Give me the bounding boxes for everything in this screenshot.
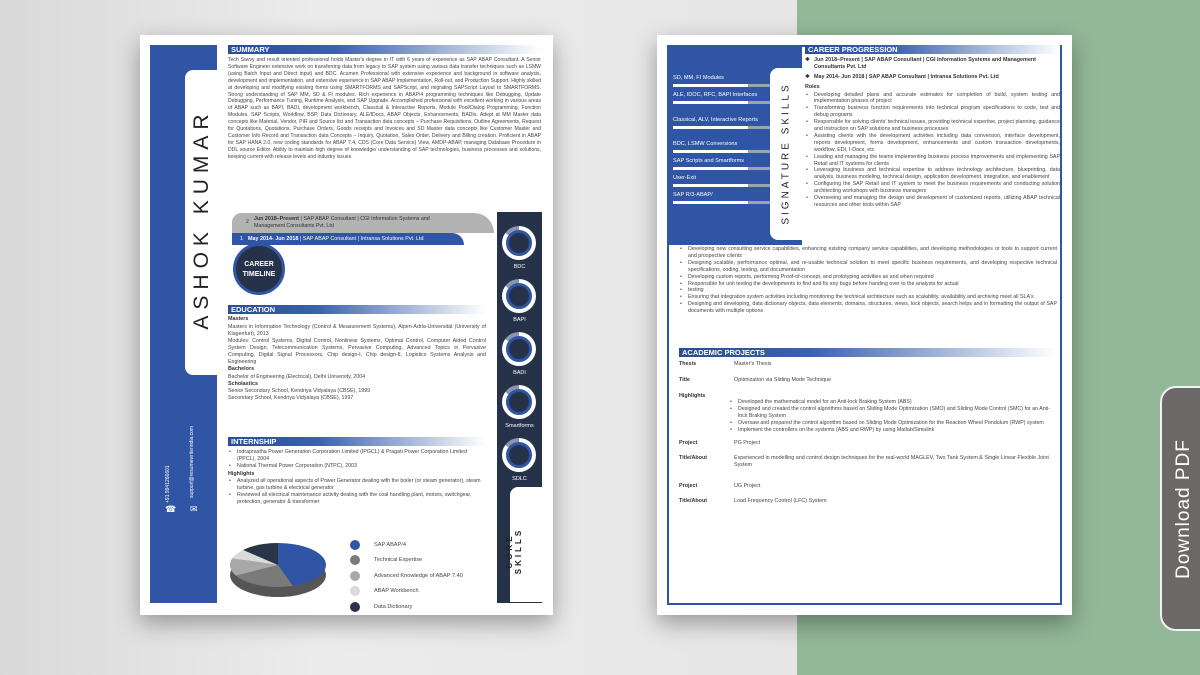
list-item: • Developing detailed plans and accurate estimates for completion of build, system testing and implementation phases of project	[805, 92, 1060, 106]
internship-item: • Indraprastha Power Generation Corporation Limited (IPGCL) & Pragati Power Corporation Limited (PPCL), 2004	[228, 449, 486, 463]
modules-text: Modules: Control Systems, Digital Control, Nonlinear Systems, Optimal Control, Computer Aided Control System Design, Telecommunication Systems, Pervasive Computing, Advanced Topics in Pervasive Computing, Digital Signal Processors, Chip design-I, Chip design-II, Logistics Systems Analysis and Engineering	[228, 337, 486, 365]
masters-text: Masters in Information Technology (Control & Measurement Systems), Alpen-Adria-Universität (University of Klagenfurt), 2013	[228, 323, 486, 337]
skill-ring	[502, 226, 536, 260]
career-heading: CAREER PROGRESSION	[805, 45, 1060, 54]
signature-skill: ALE, IDOC, RFC, BAPI Interfaces	[673, 92, 773, 104]
skill-ring-label: BADI	[513, 370, 526, 376]
skill-ring	[502, 385, 536, 419]
signature-skill: Classical, ALV, Interactive Reports	[673, 117, 773, 129]
list-item: • Oversaw and prepared the control algorithm based on Sliding Mode Optimization for the Reaction Wheel Pendulum (RWP) system	[729, 420, 1057, 427]
skill-ring-label: BDC	[513, 264, 526, 270]
legend-item: ABAP Workbench	[350, 584, 490, 600]
list-item: • Ensuring that integration system activities including monitoring the technical architecture such as scalability, availability and archiving meet all SLA's	[679, 294, 1057, 301]
skill-ring	[502, 438, 536, 472]
signature-skill: SAP R/3-ABAP/	[673, 192, 773, 204]
legend-swatch	[350, 586, 360, 596]
phone-number: +91 9941266601	[165, 465, 171, 503]
signature-skill: User-Exit	[673, 175, 773, 187]
title-row: Title Optimization via Sliding Mode Technique	[679, 377, 831, 383]
skills-pie-chart	[228, 540, 328, 602]
legend-swatch	[350, 555, 360, 565]
signature-skill: SD, MM, FI Modules	[673, 75, 773, 87]
scholastics-item: Secondary School, Kendriya Vidyalaya (CBSE), 1997	[228, 395, 354, 402]
core-skills-label: CORE SKILLS	[505, 527, 523, 575]
highlight-item: • Analyzed all operational aspects of Power Generator dealing with the boiler (or steam generator), steam turbine, gas turbine & electrical generator	[228, 478, 486, 492]
list-item: • Developing custom reports, performing Proof-of-concept, and prototyping activities as and when required	[679, 274, 1057, 281]
skill-bar	[673, 184, 773, 187]
academic-heading: ACADEMIC PROJECTS	[679, 348, 1057, 357]
legend-item: Advanced Knowledge of ABAP 7.40	[350, 568, 490, 584]
list-item: • Transforming business function requirements into technical program specifications to code, test and debug programs	[805, 105, 1060, 119]
download-pdf-label: Download PDF	[1173, 439, 1194, 579]
email-address: support@resumewriterindia.com	[189, 425, 195, 498]
scholastics-item: Senior Secondary School, Kendriya Vidyalaya (CBSE), 1999	[228, 388, 371, 395]
timeline-bar-2: 2 Jun 2018–Present | SAP ABAP Consultant | CGI Information Systems and Management Consultants Pvt. Ltd	[232, 213, 494, 233]
signature-skill: SAP Scripts and Smartforms	[673, 158, 773, 170]
internship-heading: INTERNSHIP	[228, 437, 486, 446]
list-item: • Leading and managing the teams implementing business process improvements and implementing SAP Retail and IT systems for clients	[805, 154, 1060, 168]
list-item: • Configuring the SAP Retail and IT system to meet the business requirements and conducting solution architecting workshops with business managers	[805, 181, 1060, 195]
legend-swatch	[350, 571, 360, 581]
highlight-item: • Reviewed all electrical maintenance activity dealing with the coal handling plant, motors, switchgear, protection, generator & transformer	[228, 492, 486, 506]
resume-page-2	[657, 35, 1072, 615]
skill-ring	[502, 332, 536, 366]
ug-project-row: Project UG Project	[679, 482, 761, 489]
job-item: ❖ May 2014- Jun 2018 | SAP ABAP Consultant | Intransa Solutions Pvt. Ltd	[805, 74, 999, 80]
skill-bar	[673, 101, 773, 104]
core-skills-column	[497, 212, 542, 603]
education-heading: EDUCATION	[228, 305, 486, 314]
phone-icon: ☎	[165, 504, 177, 514]
signature-skill: BDC, LSMW Conversions	[673, 141, 773, 153]
list-item: • Responsible for unit testing the developments to find and fix any bugs before handing over to the analysts for actual	[679, 281, 1057, 288]
highlights-label: Highlights	[228, 470, 255, 477]
list-item: • Responsible for solving clients' technical issues, providing technical expertise, project planning, guidance and instruction on SAP solutions and business processes	[805, 119, 1060, 133]
legend-item: Technical Expertise	[350, 553, 490, 569]
resume-page-1	[140, 35, 553, 615]
legend-swatch	[350, 602, 360, 612]
pg-project-row: Project PG Project	[679, 439, 761, 446]
skill-bar	[673, 201, 773, 204]
career-timeline-badge: CAREER TIMELINE	[233, 243, 285, 295]
skill-bar	[673, 167, 773, 170]
skill-bar	[673, 126, 773, 129]
ug-about-row: Title/About Load Frequency Control (LFC) System	[679, 497, 827, 504]
summary-heading: SUMMARY	[228, 45, 541, 54]
summary-text: Tech Savvy and result oriented professional holds Master's degree in IT with 6 years of experience as SAP ABAP Consultant. A Senior Software Engineer extensive work on transferring data from legacy to SAP system using various data transfer techniques such as LSMW (using Batch Input and Direct input) and BDC. Acumen Professional with extensive experience and background in software analysis, development and implementation, and extensive experience in SAP ABAP Implementation, Roll-out, and Production Support. Highly skilled at developing and modifying existing forms using SMARTFORMS and SAPScript, and migrating SAPScript Layout to SMARTFORMS. Strong understanding of SAP MM, SD & FI modules. Rich experience in ABAP/4 programming techniques like Debugging, Update Debugging, Performance Tuning, Runtime Analysis, and SAP Upgrade. Accomplished professional with excellent working in various areas of ABAP such as BAPI, BADI, development workbench, Classical & Interactive Reports, Module Pool/Dialog Programming, Function Modules, SAP Scripts, Workflow, BSP, Data Dictionary, ALE/IDocs, ABAP Objects, Enhancements, BADIs. Adept at MM Master data concepts like Material, Vendor, PIR and Source list and Transaction data concepts – Purchase Requisitions, Outline Agreements, Request for Quotations, Quotations, Purchase Orders, Goods receipts and Invoices and SD Master data concepts like Customer Master and Customer Info Record and Transaction data Concepts – Inquiry, Quotation, Sales Order, Delivery and Billing creation. Proficient in ABAP for SAP HANA 2.0, new coding standards for ABAP 7.4, CDS (Core Data Service) View, AMDP-ABAP, managing Database Procedure in DDL source Editor. Ability to maintain high degree of knowledge/ understanding of SAP technologies, business processes and solutions, keeping current with release levels and industry issues.	[228, 57, 541, 160]
highlights-row: Highlights	[679, 393, 706, 399]
legend-item: SAP ABAP/4	[350, 537, 490, 553]
thesis-row: Thesis Master's Thesis	[679, 361, 772, 367]
legend-item: Data Dictionary	[350, 599, 490, 615]
bachelors-text: Bachelor of Engineering (Electrical), Delhi University, 2004	[228, 373, 366, 380]
list-item: • Overseeing and managing the design and development of customized reports, utilizing ABAP technical resources and other tools within SAP	[805, 195, 1060, 209]
internship-item: • National Thermal Power Corporation (NTPC), 2003	[228, 463, 486, 470]
pg-about-row: Title/About Experienced in modelling and control design techniques for the real-world MAGLEV, Two Tank System & Single Linear Flexible Joint System	[679, 454, 1049, 468]
scholastics-label: Scholastics	[228, 380, 258, 387]
list-item: • Designing and developing, data dictionary objects, data elements, domains, structures, views, lock objects, search helps and in formatting the output of SAP documents with multiple options	[679, 301, 1057, 315]
list-item: • Designed and created the control algorithms based on Sliding Mode Optimization (SMO) and Sliding Mode Control (SMC) for an Anti-lock Braking System	[729, 406, 1057, 420]
download-pdf-button[interactable]	[1160, 386, 1200, 631]
skill-ring-label: Smartforms	[505, 423, 534, 429]
skill-bar	[673, 150, 773, 153]
list-item: • Developing new consulting service capabilities, enhancing existing company service capabilities, and developing methodologies or tools to support current and prospective clients	[679, 246, 1057, 260]
list-item: • Assisting clients with the development activities including data conversion, interface development, reports development, forms development, enhancements and custom transaction developments, workflow, EDI, I-Docs, etc	[805, 133, 1060, 154]
timeline-bar-1: 1 May 2014- Jun 2018 | SAP ABAP Consultant | Intransa Solutions Pvt. Ltd	[232, 233, 464, 245]
email-icon: ✉	[190, 504, 198, 514]
list-item: • Developed the mathematical model for an Anti-lock Braking System (ABS)	[729, 399, 1057, 406]
skill-bar	[673, 84, 773, 87]
roles-label: Roles	[805, 84, 820, 90]
pie-legend	[350, 537, 490, 615]
list-item: • Leveraging business and technical expertise to address technology architecture, blueprinting, data analysis, business modeling, technical design, application development, integration, and enablement	[805, 167, 1060, 181]
list-item: • testing	[679, 287, 1057, 294]
bachelors-label: Bachelors	[228, 366, 255, 373]
candidate-name: ASHOK KUMAR	[190, 108, 213, 330]
skill-ring	[502, 279, 536, 313]
masters-label: Masters	[228, 316, 249, 322]
legend-swatch	[350, 540, 360, 550]
job-item: ❖ Jun 2018–Present | SAP ABAP Consultant | CGI Information Systems and Management Consultants Pvt. Ltd	[805, 57, 1036, 70]
skill-ring-label: BAPI	[513, 317, 526, 323]
skill-ring-label: SDLC	[512, 476, 527, 482]
list-item: • Designing scalable, performance optimal, and re-usable technical solution to meet specific business requirements, and developing respective technical specifications, coding, testing, and documentation	[679, 260, 1057, 274]
list-item: • Implement the controllers on the systems (ABS and RWP) by using Matlab/Simulink	[729, 427, 1057, 434]
signature-skills-label: SIGNATURE SKILLS	[780, 82, 792, 225]
